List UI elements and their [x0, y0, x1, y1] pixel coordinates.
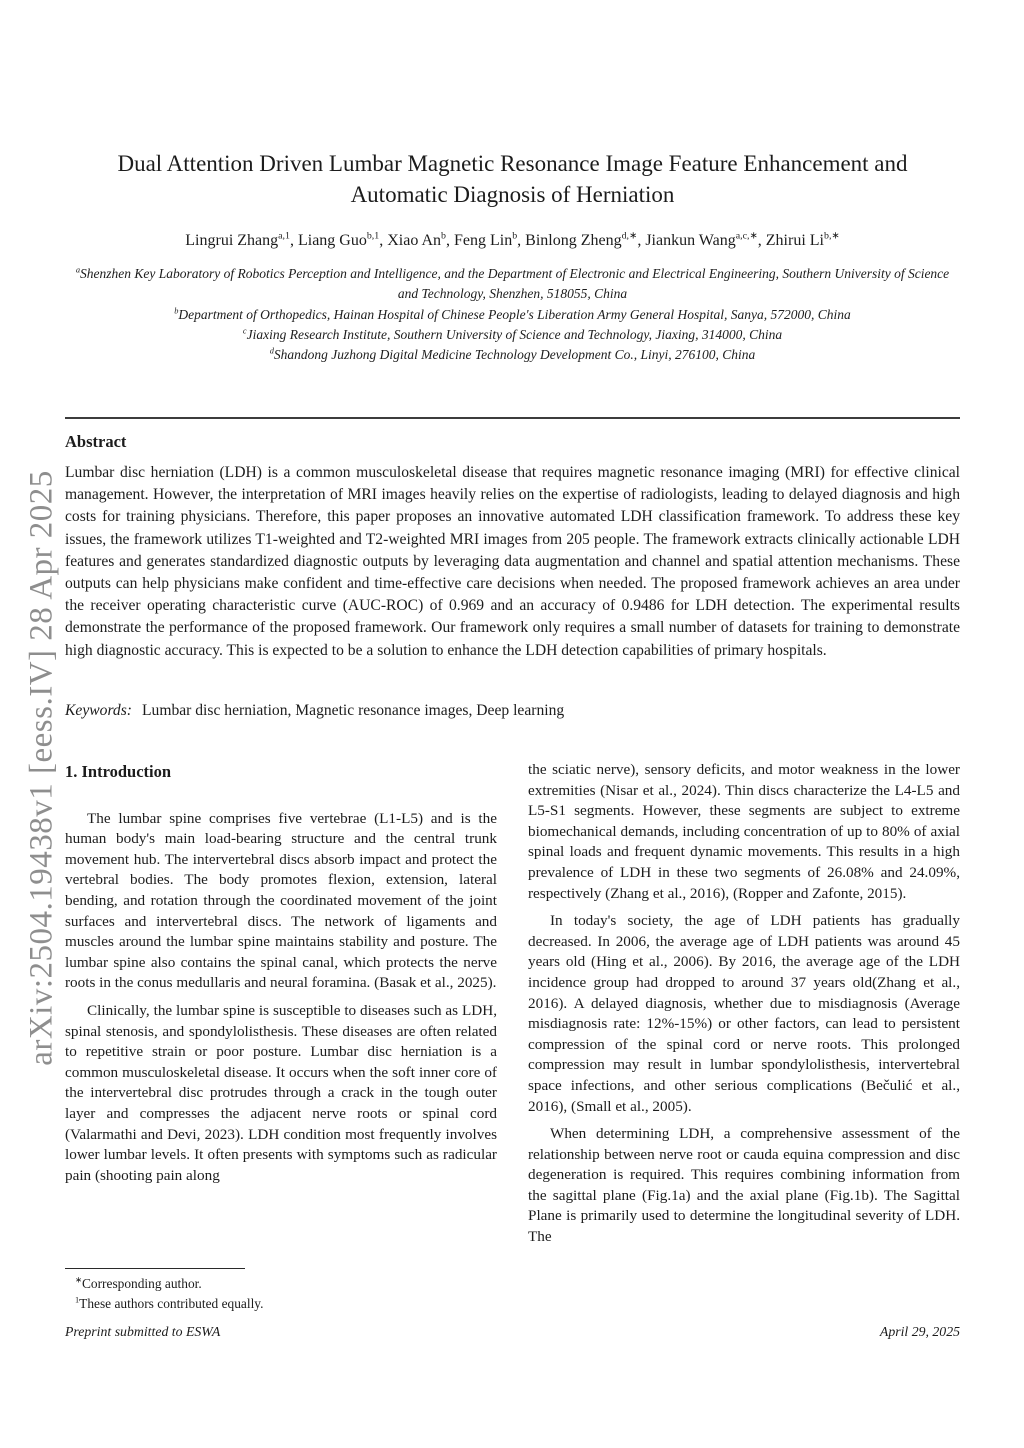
- footer-left-text: Preprint submitted to ESWA: [65, 1324, 221, 1339]
- authors-line: [65, 232, 960, 250]
- paragraph: Clinically, the lumbar spine is susceptible to diseases such as LDH, spinal stenosis, and spondylolisthesis. These diseases are often related to repetitive strain or poor posture. Lumbar disc herniation is a common musculoskeletal disease. It occurs when the soft inner core of the intervertebral disc protrudes through a crack in the tough outer layer and compresses the adjacent nerve roots or spinal cord (Valarmathi and Devi, 2023). LDH condition most frequently involves lower lumbar levels. It often presents with symptoms such as radicular pain (shooting pain along: [65, 1001, 497, 1184]
- author-name: Zhirui Li: [765, 232, 824, 250]
- footnote-marker: 1: [75, 1295, 80, 1305]
- author: [387, 232, 454, 249]
- author-name: Liang Guo: [297, 232, 367, 250]
- affiliation-superscript: a: [75, 265, 80, 275]
- footer-right-date: April 29, 2025: [879, 1324, 960, 1339]
- author-superscript: b,∗: [824, 230, 840, 242]
- footnote: [65, 1274, 497, 1294]
- author: [645, 232, 765, 249]
- author-superscript: b: [441, 230, 446, 242]
- author-superscript: a,1: [278, 230, 290, 242]
- author-separator: ,: [379, 232, 388, 250]
- author-separator: ,: [757, 232, 766, 250]
- paragraph: The lumbar spine comprises five vertebrae (L1-L5) and is the human body's main load-bearing structure and the central trunk movement hub. The intervertebral discs absorb impact and protect the vertebral bodies. The body promotes flexion, extension, lateral bending, and rotation through the coordinated movement of the joint surfaces and intervertebral discs. The network of ligaments and muscles around the lumbar spine maintains stability and posture. The lumbar spine also contains the spinal canal, which protects the nerve roots in the conus medullaris and neural foramina. (Basak et al., 2025).: [65, 809, 497, 992]
- keywords-text: Lumbar disc herniation, Magnetic resonance images, Deep learning: [142, 702, 565, 719]
- right-column: [528, 760, 960, 1248]
- author-superscript: a,c,∗: [735, 230, 758, 242]
- author-separator: ,: [445, 232, 454, 250]
- affiliation-text: Shenzhen Key Laboratory of Robotics Perception and Intelligence, and the Department of Electronic and Electrical Engineering, Southern University of Science and Technology, Shenzhen, 518055, China: [80, 266, 950, 302]
- abstract-text: Lumbar disc herniation (LDH) is a common musculoskeletal disease that requires magnetic resonance imaging (MRI) for effective clinical management. However, the interpretation of MRI images heavily relies on the expertise of radiologists, leading to delayed diagnosis and high costs for training physicians. Therefore, this paper proposes an innovative automated LDH classification framework. To address these key issues, the framework utilizes T1-weighted and T2-weighted MRI images from 205 people. The framework extracts clinically actionable LDH features and generates standardized diagnostic outputs by leveraging data augmentation and channel and spatial attention mechanisms. These outputs can help physicians make confident and time-effective care decisions when needed. The proposed framework achieves an area under the receiver operating characteristic curve (AUC-ROC) of 0.969 and an accuracy of 0.9486 for LDH detection. The experimental results demonstrate the performance of the proposed framework. Our framework only requires a small number of datasets for training to demonstrate high diagnostic accuracy. This is expected to be a solution to enhance the LDH detection capabilities of primary hospitals.: [65, 464, 960, 659]
- author-name: Binlong Zheng: [525, 232, 622, 250]
- author: [454, 232, 525, 249]
- affiliation-text: Department of Orthopedics, Hainan Hospital of Chinese People's Liberation Army General Hospital, Sanya, 572000, China: [178, 306, 851, 322]
- left-column: [65, 760, 497, 1248]
- author-name: Lingrui Zhang: [185, 232, 279, 250]
- page-footer: [65, 1324, 960, 1340]
- affiliation-line: [65, 325, 960, 345]
- affiliation-superscript: d: [269, 346, 274, 356]
- abstract-heading: Abstract: [65, 432, 127, 451]
- paper-title: Dual Attention Driven Lumbar Magnetic Resonance Image Feature Enhancement and Automatic Diagnosis of Herniation: [117, 151, 908, 208]
- author: [185, 232, 298, 249]
- affiliation-line: [65, 305, 960, 325]
- paragraph: the sciatic nerve), sensory deficits, and motor weakness in the lower extremities (Nisar et al., 2024). Thin discs characterize the L4-L5 and L5-S1 segments. However, these segments are subject to extreme biomechanical demands, including concentration of up to 80% of axial spinal loads and frequent dynamic movements. This results in a high prevalence of LDH in these two segments of 26.08% and 24.09%, respectively (Zhang et al., 2016), (Ropper and Zafonte, 2015).: [528, 761, 960, 902]
- author-name: Jiankun Wang: [645, 232, 736, 250]
- arxiv-stamp: arXiv:2504.19438v1 [eess.IV] 28 Apr 2025: [23, 470, 60, 1066]
- footnote-marker: ∗: [75, 1275, 82, 1285]
- author: [298, 232, 387, 249]
- affiliation-text: Jiaxing Research Institute, Southern University of Science and Technology, Jiaxing, 314000, China: [246, 326, 783, 342]
- footnotes-block: [65, 1268, 497, 1314]
- author-superscript: d,∗: [621, 230, 638, 242]
- affiliation-line: [65, 345, 960, 365]
- author-name: Xiao An: [387, 232, 442, 250]
- paragraph: When determining LDH, a comprehensive assessment of the relationship between nerve root or cauda equina compression and disc degeneration is required. This requires combining information from the sagittal plane (Fig.1a) and the axial plane (Fig.1b). The Sagittal Plane is primarily used to determine the longitudinal severity of LDH. The: [528, 1125, 960, 1246]
- author-superscript: b,1: [366, 230, 380, 242]
- keywords-label: Keywords:: [65, 702, 132, 719]
- footnote-text: These authors contributed equally.: [79, 1296, 264, 1311]
- affiliation-superscript: b: [174, 306, 179, 316]
- author-superscript: b: [512, 230, 518, 242]
- section-heading-introduction: 1. Introduction: [65, 762, 172, 781]
- affiliations-block: [65, 264, 960, 365]
- footnote: [65, 1294, 497, 1314]
- footnote-rule: [65, 1268, 245, 1269]
- paper-header: [65, 148, 960, 365]
- author: [525, 232, 645, 249]
- paragraph: In today's society, the age of LDH patients has gradually decreased. In 2006, the average age of LDH patients was around 45 years old (Hing et al., 2006). By 2016, the average age of the LDH incidence group had dropped to around 37 years old(Zhang et al., 2016). A delayed diagnosis, whether due to misdiagnosis (Average misdiagnosis rate: 12%-15%) or other factors, can lead to persistent compression of the spinal cord or nerve roots. This prolonged compression may result in lumbar spondylolisthesis, intervertebral space infections, and other serious complications (Bečulić et al., 2016), (Small et al., 2005).: [528, 912, 960, 1115]
- author-separator: ,: [637, 232, 646, 250]
- author-name: Feng Lin: [453, 232, 513, 250]
- author: [766, 232, 840, 249]
- author-separator: ,: [289, 232, 298, 250]
- author-separator: ,: [517, 232, 526, 250]
- affiliation-line: [65, 264, 960, 305]
- affiliation-text: Shandong Juzhong Digital Medicine Technology Development Co., Linyi, 276100, China: [273, 347, 756, 363]
- footnote-text: Corresponding author.: [81, 1276, 202, 1291]
- affiliation-superscript: c: [242, 326, 247, 336]
- keywords-line: [65, 702, 960, 720]
- two-column-body: [65, 760, 960, 1248]
- abstract-divider-rule: [65, 417, 960, 419]
